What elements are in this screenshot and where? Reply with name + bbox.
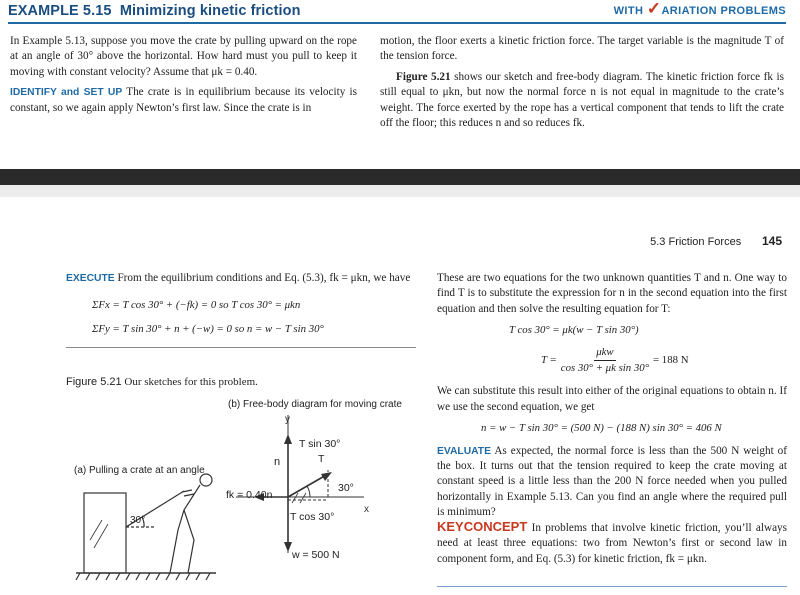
crate bbox=[84, 493, 126, 573]
check-icon: ✓ bbox=[646, 0, 662, 18]
eq4-numerator: μkw bbox=[594, 345, 615, 361]
identify-text: The crate is in equilibrium because its velocity is constant, so we again apply Newton’s first law. Since the crate is in bbox=[10, 86, 357, 114]
solution-intro: These are two equations for the two unknown quantities T and n. One way to find T is to substitute the expression for n in the second equation into the first equation and then solve the resulting equation for T: bbox=[437, 272, 787, 315]
tension-arrow bbox=[288, 474, 328, 497]
solution-column bbox=[437, 271, 787, 521]
execute-text: From the equilibrium conditions and Eq. (5.3), fk = μkn, we have bbox=[117, 272, 411, 284]
figure-5-21 bbox=[66, 390, 426, 590]
tsin-label: T sin 30° bbox=[299, 438, 341, 450]
panel-a-label: (a) Pulling a crate at an angle bbox=[74, 465, 205, 476]
x-axis-label: x bbox=[364, 504, 369, 515]
angle-b-label: 30° bbox=[338, 482, 354, 494]
top-right-column bbox=[380, 34, 784, 131]
equation-sum-fy: ΣFy = T sin 30° + n + (−w) = 0 so n = w − T sin 30° bbox=[92, 322, 324, 335]
equation-t-substitution: T cos 30° = μk(w − T sin 30°) bbox=[509, 324, 639, 337]
equation-n-solution: n = w − T sin 30° = (500 N) − (188 N) sin 30° = 406 N bbox=[481, 422, 722, 435]
bottom-rule bbox=[437, 586, 787, 587]
friction-label: fk = 0.40n bbox=[226, 489, 273, 501]
execute-paragraph bbox=[66, 271, 421, 286]
panel-b-label: (b) Free-body diagram for moving crate bbox=[228, 399, 402, 410]
figure-number: Figure 5.21 bbox=[66, 376, 122, 388]
badge-pre: WITH bbox=[613, 5, 647, 17]
running-header bbox=[650, 234, 782, 248]
example-title bbox=[8, 3, 301, 19]
figure-ref-text: shows our sketch and free-body diagram. The kinetic friction force fk is still equal to μkn, but now the normal force n is not equal in magnitude to the crate’s weight. The force exerted by the rope has a vertical component that tends to lift the crate off the floor; this reduces n and so reduces fk. bbox=[380, 70, 784, 130]
weight-label: w = 500 N bbox=[292, 549, 340, 561]
example-rule bbox=[8, 22, 786, 24]
equation-sum-fx: ΣFx = T cos 30° + (−fk) = 0 so T cos 30° = μkn bbox=[92, 299, 301, 312]
badge-post: ARIATION PROBLEMS bbox=[661, 5, 786, 17]
eq4-lhs: T = bbox=[541, 353, 557, 366]
key-concept-paragraph bbox=[437, 519, 787, 567]
key-concept-label: KEYCONCEPT bbox=[437, 519, 528, 534]
tcos-label: T cos 30° bbox=[290, 511, 335, 523]
execute-block bbox=[66, 271, 421, 348]
y-axis-label: y bbox=[285, 414, 290, 425]
angle-a-label: 30° bbox=[130, 515, 146, 526]
with-variation-badge[interactable] bbox=[613, 0, 786, 18]
figure-ref[interactable]: Figure 5.21 bbox=[396, 70, 451, 83]
figure-ref-paragraph bbox=[380, 70, 784, 132]
identify-paragraph bbox=[10, 85, 357, 116]
evaluate-paragraph bbox=[437, 444, 787, 521]
evaluate-text: As expected, the normal force is less than the 500 N weight of the box. It turns out that the tension required to keep the crate moving at constant speed is a little less than the 200 N force needed when you pulled horizontally in Example 5.13. Can you find an angle where the required pull is minimum? bbox=[437, 444, 787, 519]
example-number: EXAMPLE 5.15 bbox=[8, 3, 112, 19]
section-title: 5.3 Friction Forces bbox=[650, 236, 742, 248]
eq4-denominator: cos 30° + μk sin 30° bbox=[560, 362, 650, 375]
normal-force-label: n bbox=[274, 456, 281, 468]
substitute-paragraph: We can substitute this result into either of the original equations to obtain n. If we use the second equation, we get bbox=[437, 385, 787, 413]
top-left-column bbox=[10, 34, 357, 121]
evaluate-label: EVALUATE bbox=[437, 445, 491, 457]
person-head bbox=[200, 474, 212, 486]
equation-rule bbox=[66, 347, 416, 348]
crate-sketch bbox=[76, 474, 216, 580]
person-body bbox=[170, 485, 200, 573]
setup-continuation: motion, the floor exerts a kinetic friction force. The target variable is the magnitude T of the tension force. bbox=[380, 35, 784, 63]
example-heading: Minimizing kinetic friction bbox=[119, 3, 301, 19]
figure-caption-text: Our sketches for this problem. bbox=[124, 376, 258, 388]
key-concept-text: In problems that involve kinetic friction, you’ll always need at least three equations: two from Newton’s first or second law in component form, and Eq. (5.3) for kinetic friction, fk = μkn. bbox=[437, 522, 788, 565]
page-separator bbox=[0, 169, 800, 185]
execute-label: EXECUTE bbox=[66, 273, 115, 284]
page-number: 145 bbox=[761, 234, 782, 248]
identify-label: IDENTIFY and SET UP bbox=[10, 87, 123, 99]
equation-t-solution bbox=[541, 345, 787, 377]
problem-statement: In Example 5.13, suppose you move the crate by pulling upward on the rope at an angle of 30° above the horizontal. How hard must you pull to keep it moving with constant velocity? Assume that μk = 0.40. bbox=[10, 35, 357, 78]
eq4-rhs: = 188 N bbox=[653, 353, 689, 366]
eq4-fraction bbox=[561, 345, 649, 377]
key-concept bbox=[437, 519, 787, 567]
figure-caption bbox=[66, 376, 258, 388]
tension-label: T bbox=[318, 453, 325, 465]
page-gap bbox=[0, 185, 800, 197]
